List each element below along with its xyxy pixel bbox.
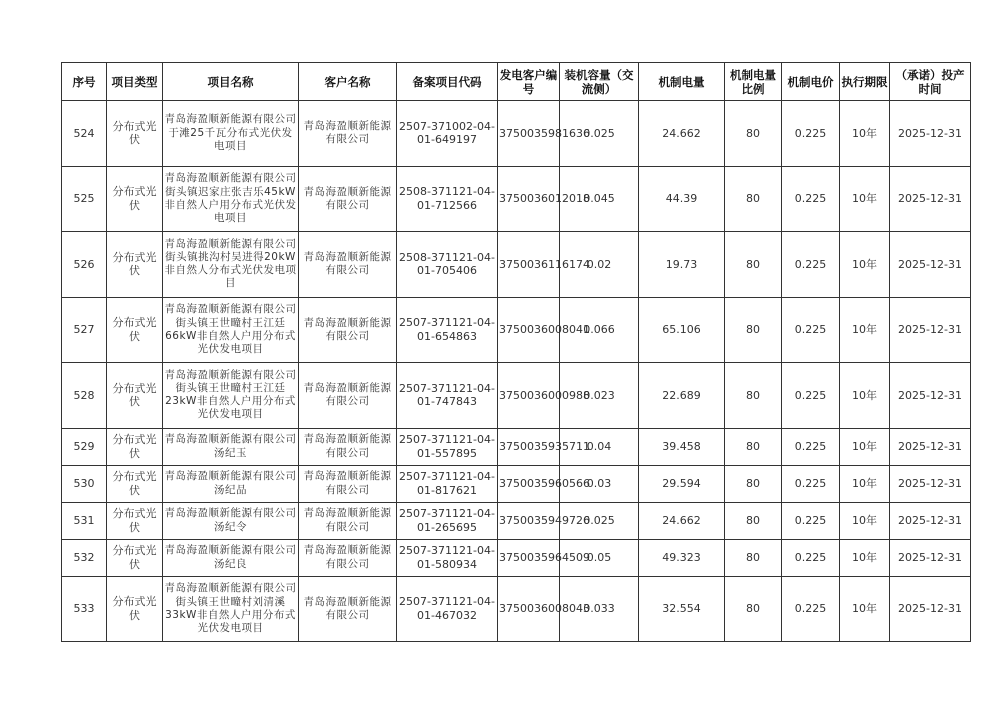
- header-date: （承诺）投产时间: [890, 63, 971, 101]
- cell-date: 2025-12-31: [890, 428, 971, 465]
- cell-no: 528: [62, 363, 107, 429]
- cell-code: 2507-371121-04-01-747843: [397, 363, 498, 429]
- cell-name: 青岛海盈顺新能源有限公司汤纪良: [163, 539, 299, 576]
- cell-ratio: 80: [725, 166, 782, 232]
- cell-ratio: 80: [725, 363, 782, 429]
- cell-price: 0.225: [782, 101, 840, 167]
- cell-term: 10年: [840, 166, 890, 232]
- cell-no: 532: [62, 539, 107, 576]
- cell-type: 分布式光伏: [107, 297, 163, 363]
- header-name: 项目名称: [163, 63, 299, 101]
- cell-name: 青岛海盈顺新能源有限公司街头镇王世疃村刘清溪33kW非自然人户用分布式光伏发电项目: [163, 576, 299, 642]
- table-row: [62, 465, 971, 502]
- header-ratio: 机制电量比例: [725, 63, 782, 101]
- cell-energy: 22.689: [639, 363, 725, 429]
- table-body: [62, 101, 971, 642]
- cell-energy: 32.554: [639, 576, 725, 642]
- cell-date: 2025-12-31: [890, 297, 971, 363]
- cell-client-no: 3750036000988: [498, 363, 560, 429]
- cell-term: 10年: [840, 539, 890, 576]
- cell-name: 青岛海盈顺新能源有限公司街头镇挑沟村吴进得20kW非自然人分布式光伏发电项目: [163, 232, 299, 298]
- cell-no: 525: [62, 166, 107, 232]
- document-page: [61, 62, 965, 642]
- cell-code: 2507-371121-04-01-580934: [397, 539, 498, 576]
- cell-ratio: 80: [725, 428, 782, 465]
- cell-date: 2025-12-31: [890, 502, 971, 539]
- cell-code: 2508-371121-04-01-712566: [397, 166, 498, 232]
- cell-energy: 29.594: [639, 465, 725, 502]
- cell-term: 10年: [840, 232, 890, 298]
- cell-capacity: 0.025: [560, 502, 639, 539]
- cell-customer: 青岛海盈顺新能源有限公司: [299, 576, 397, 642]
- header-energy: 机制电量: [639, 63, 725, 101]
- cell-client-no: 3750035981636: [498, 101, 560, 167]
- header-no: 序号: [62, 63, 107, 101]
- cell-capacity: 0.066: [560, 297, 639, 363]
- cell-type: 分布式光伏: [107, 232, 163, 298]
- cell-no: 531: [62, 502, 107, 539]
- cell-price: 0.225: [782, 166, 840, 232]
- cell-ratio: 80: [725, 539, 782, 576]
- cell-no: 533: [62, 576, 107, 642]
- cell-capacity: 0.03: [560, 465, 639, 502]
- cell-code: 2507-371002-04-01-649197: [397, 101, 498, 167]
- table-row: [62, 232, 971, 298]
- cell-customer: 青岛海盈顺新能源有限公司: [299, 428, 397, 465]
- header-client-no: 发电客户编号: [498, 63, 560, 101]
- cell-no: 529: [62, 428, 107, 465]
- cell-code: 2507-371121-04-01-265695: [397, 502, 498, 539]
- cell-capacity: 0.045: [560, 166, 639, 232]
- cell-client-no: 3750035960566: [498, 465, 560, 502]
- cell-ratio: 80: [725, 101, 782, 167]
- table-row: [62, 166, 971, 232]
- table-row: [62, 101, 971, 167]
- cell-no: 524: [62, 101, 107, 167]
- header-price: 机制电价: [782, 63, 840, 101]
- cell-client-no: 3750036008043: [498, 576, 560, 642]
- cell-energy: 49.323: [639, 539, 725, 576]
- cell-date: 2025-12-31: [890, 465, 971, 502]
- table-row: [62, 297, 971, 363]
- cell-type: 分布式光伏: [107, 166, 163, 232]
- cell-energy: 19.73: [639, 232, 725, 298]
- cell-client-no: 3750036116174: [498, 232, 560, 298]
- cell-date: 2025-12-31: [890, 539, 971, 576]
- cell-name: 青岛海盈顺新能源有限公司街头镇王世疃村王江廷66kW非自然人户用分布式光伏发电项目: [163, 297, 299, 363]
- cell-no: 527: [62, 297, 107, 363]
- header-capacity: 装机容量（交流侧）: [560, 63, 639, 101]
- cell-energy: 24.662: [639, 502, 725, 539]
- cell-ratio: 80: [725, 297, 782, 363]
- cell-code: 2508-371121-04-01-705406: [397, 232, 498, 298]
- header-type: 项目类型: [107, 63, 163, 101]
- cell-price: 0.225: [782, 502, 840, 539]
- cell-date: 2025-12-31: [890, 363, 971, 429]
- cell-name: 青岛海盈顺新能源有限公司街头镇王世疃村王江廷23kW非自然人户用分布式光伏发电项目: [163, 363, 299, 429]
- header-term: 执行期限: [840, 63, 890, 101]
- project-table: [61, 62, 971, 642]
- header-code: 备案项目代码: [397, 63, 498, 101]
- cell-code: 2507-371121-04-01-654863: [397, 297, 498, 363]
- cell-no: 530: [62, 465, 107, 502]
- cell-capacity: 0.05: [560, 539, 639, 576]
- cell-name: 青岛海盈顺新能源有限公司汤纪令: [163, 502, 299, 539]
- cell-price: 0.225: [782, 576, 840, 642]
- cell-capacity: 0.025: [560, 101, 639, 167]
- cell-client-no: 3750035935711: [498, 428, 560, 465]
- cell-ratio: 80: [725, 502, 782, 539]
- cell-ratio: 80: [725, 232, 782, 298]
- cell-price: 0.225: [782, 232, 840, 298]
- cell-client-no: 3750036008041: [498, 297, 560, 363]
- cell-customer: 青岛海盈顺新能源有限公司: [299, 232, 397, 298]
- cell-type: 分布式光伏: [107, 101, 163, 167]
- cell-date: 2025-12-31: [890, 101, 971, 167]
- cell-name: 青岛海盈顺新能源有限公司汤纪品: [163, 465, 299, 502]
- header-customer: 客户名称: [299, 63, 397, 101]
- cell-type: 分布式光伏: [107, 502, 163, 539]
- cell-type: 分布式光伏: [107, 539, 163, 576]
- cell-energy: 65.106: [639, 297, 725, 363]
- cell-capacity: 0.04: [560, 428, 639, 465]
- cell-ratio: 80: [725, 576, 782, 642]
- cell-term: 10年: [840, 428, 890, 465]
- cell-term: 10年: [840, 576, 890, 642]
- cell-customer: 青岛海盈顺新能源有限公司: [299, 502, 397, 539]
- cell-capacity: 0.02: [560, 232, 639, 298]
- cell-term: 10年: [840, 465, 890, 502]
- cell-price: 0.225: [782, 297, 840, 363]
- cell-term: 10年: [840, 101, 890, 167]
- table-row: [62, 428, 971, 465]
- cell-capacity: 0.033: [560, 576, 639, 642]
- cell-price: 0.225: [782, 465, 840, 502]
- cell-name: 青岛海盈顺新能源有限公司于滩25千瓦分布式光伏发电项目: [163, 101, 299, 167]
- cell-code: 2507-371121-04-01-467032: [397, 576, 498, 642]
- cell-type: 分布式光伏: [107, 465, 163, 502]
- table-row: [62, 539, 971, 576]
- cell-price: 0.225: [782, 363, 840, 429]
- cell-client-no: 3750036012018: [498, 166, 560, 232]
- cell-code: 2507-371121-04-01-817621: [397, 465, 498, 502]
- cell-name: 青岛海盈顺新能源有限公司街头镇迟家庄张吉乐45kW非自然人户用分布式光伏发电项目: [163, 166, 299, 232]
- cell-code: 2507-371121-04-01-557895: [397, 428, 498, 465]
- cell-type: 分布式光伏: [107, 363, 163, 429]
- cell-date: 2025-12-31: [890, 166, 971, 232]
- cell-type: 分布式光伏: [107, 428, 163, 465]
- cell-energy: 39.458: [639, 428, 725, 465]
- cell-name: 青岛海盈顺新能源有限公司汤纪玉: [163, 428, 299, 465]
- cell-no: 526: [62, 232, 107, 298]
- cell-client-no: 3750035949726: [498, 502, 560, 539]
- cell-customer: 青岛海盈顺新能源有限公司: [299, 101, 397, 167]
- cell-term: 10年: [840, 363, 890, 429]
- cell-customer: 青岛海盈顺新能源有限公司: [299, 465, 397, 502]
- cell-date: 2025-12-31: [890, 576, 971, 642]
- table-row: [62, 576, 971, 642]
- cell-date: 2025-12-31: [890, 232, 971, 298]
- cell-customer: 青岛海盈顺新能源有限公司: [299, 297, 397, 363]
- cell-customer: 青岛海盈顺新能源有限公司: [299, 363, 397, 429]
- header-row: [62, 63, 971, 101]
- cell-client-no: 3750035964509: [498, 539, 560, 576]
- cell-energy: 44.39: [639, 166, 725, 232]
- cell-ratio: 80: [725, 465, 782, 502]
- cell-price: 0.225: [782, 539, 840, 576]
- cell-type: 分布式光伏: [107, 576, 163, 642]
- table-row: [62, 502, 971, 539]
- table-row: [62, 363, 971, 429]
- cell-term: 10年: [840, 502, 890, 539]
- cell-price: 0.225: [782, 428, 840, 465]
- cell-energy: 24.662: [639, 101, 725, 167]
- cell-customer: 青岛海盈顺新能源有限公司: [299, 166, 397, 232]
- cell-customer: 青岛海盈顺新能源有限公司: [299, 539, 397, 576]
- cell-capacity: 0.023: [560, 363, 639, 429]
- cell-term: 10年: [840, 297, 890, 363]
